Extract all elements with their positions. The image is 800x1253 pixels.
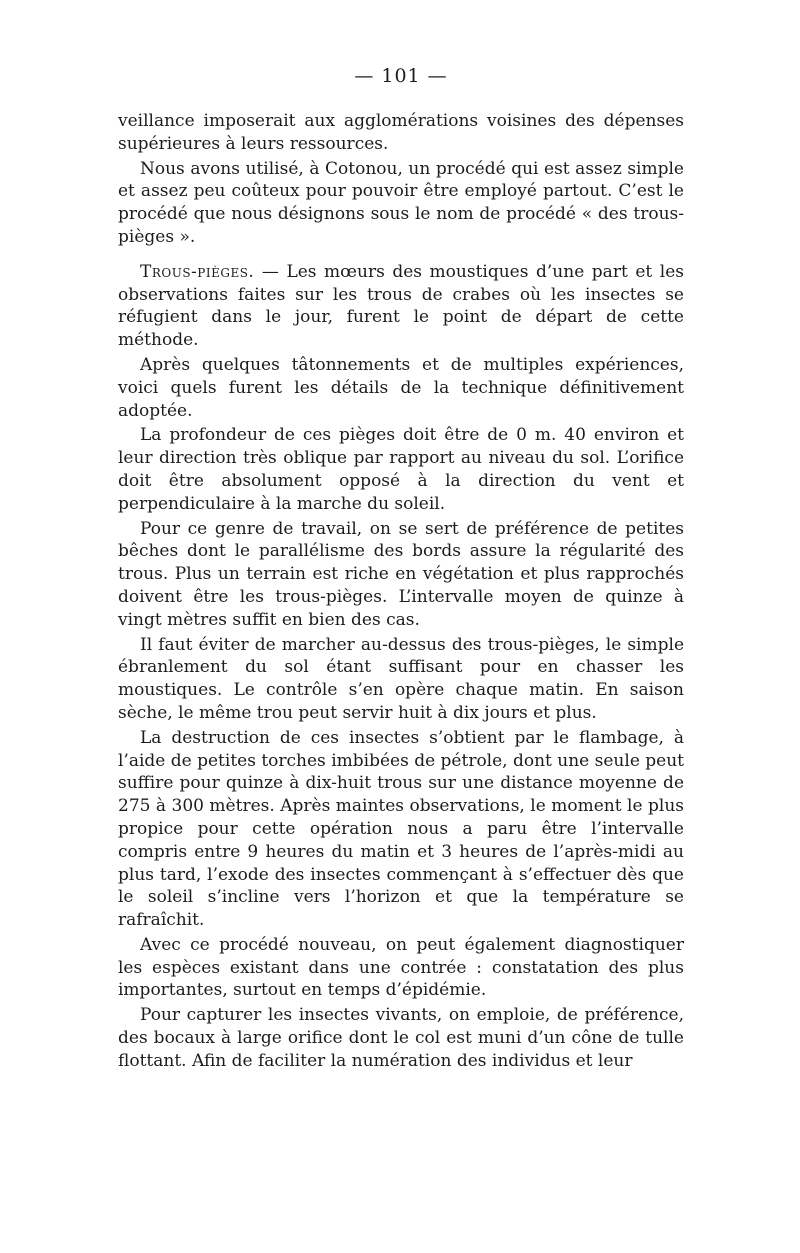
paragraph-technique: Après quelques tâtonnements et de multiples expériences, voici quels furent les détails de la technique définitivement adoptée. [118, 354, 684, 421]
paragraph-trous-pieges-text: — Les mœurs des moustiques d’une part et les observations faites sur les trous de crabes où les insectes se réfugient dans le jour, furent le point de départ de cette méthode. [118, 261, 684, 351]
paragraph-eviter: Il faut éviter de marcher au-dessus des trous-pièges, le simple ébranlement du sol étant suffisant pour en chasser les moustiques. Le contrôle s’en opère chaque matin. En saison sèche, le même trou peut servir huit à dix jours et plus. [118, 634, 684, 723]
paragraph-profondeur: La profondeur de ces pièges doit être de 0 m. 40 environ et leur direction très oblique par rapport au niveau du sol. L’orifice doit être absolument opposé à la direction du vent et perpendiculaire à la marche du soleil. [118, 425, 684, 514]
paragraph-trous-pieges [118, 261, 684, 352]
paragraph-destruction: La destruction de ces insectes s’obtient par le flambage, à l’aide de petites torches imbibées de pétrole, dont une seule peut suffire pour quinze à dix-huit trous sur une distance moyenne de 275 à 300 mètres. Après maintes observations, le moment le plus propice pour cette opération nous a paru être l’intervalle compris entre 9 heures du matin et 3 heures de l’après-midi au plus tard, l’exode des insectes commençant à s’effectuer dès que le soleil s’incline vers l’horizon et que la température se rafraîchit. [118, 727, 685, 931]
book-page [118, 64, 684, 1073]
paragraph-continuation: veillance imposerait aux agglomérations voisines des dépenses supérieures à leurs ressources. [118, 111, 684, 154]
page-number: — 101 — [354, 65, 448, 87]
paragraph-capture: Pour capturer les insectes vivants, on emploie, de préférence, des bocaux à large orifice dont le col est muni d’un cône de tulle flottant. Afin de faciliter la numération des individus et leur [118, 1005, 684, 1071]
section-heading: Trous-pièges. [140, 261, 255, 282]
paragraph-diagnostic: Avec ce procédé nouveau, on peut également diagnostiquer les espèces existant dans une contrée : constatation des plus importantes, surtout en temps d’épidémie. [118, 934, 684, 1001]
paragraph-procede: Nous avons utilisé, à Cotonou, un procédé qui est assez simple et assez peu coûteux pour pouvoir être employé partout. C’est le procédé que nous désignons sous le nom de procédé « des trous-pièges ». [118, 158, 684, 247]
paragraph-travail: Pour ce genre de travail, on se sert de préférence de petites bêches dont le parallélisme des bords assure la régularité des trous. Plus un terrain est riche en végétation et plus rapprochés doivent être les trous-pièges. L’intervalle moyen de quinze à vingt mètres suffit en bien des cas. [118, 518, 684, 630]
